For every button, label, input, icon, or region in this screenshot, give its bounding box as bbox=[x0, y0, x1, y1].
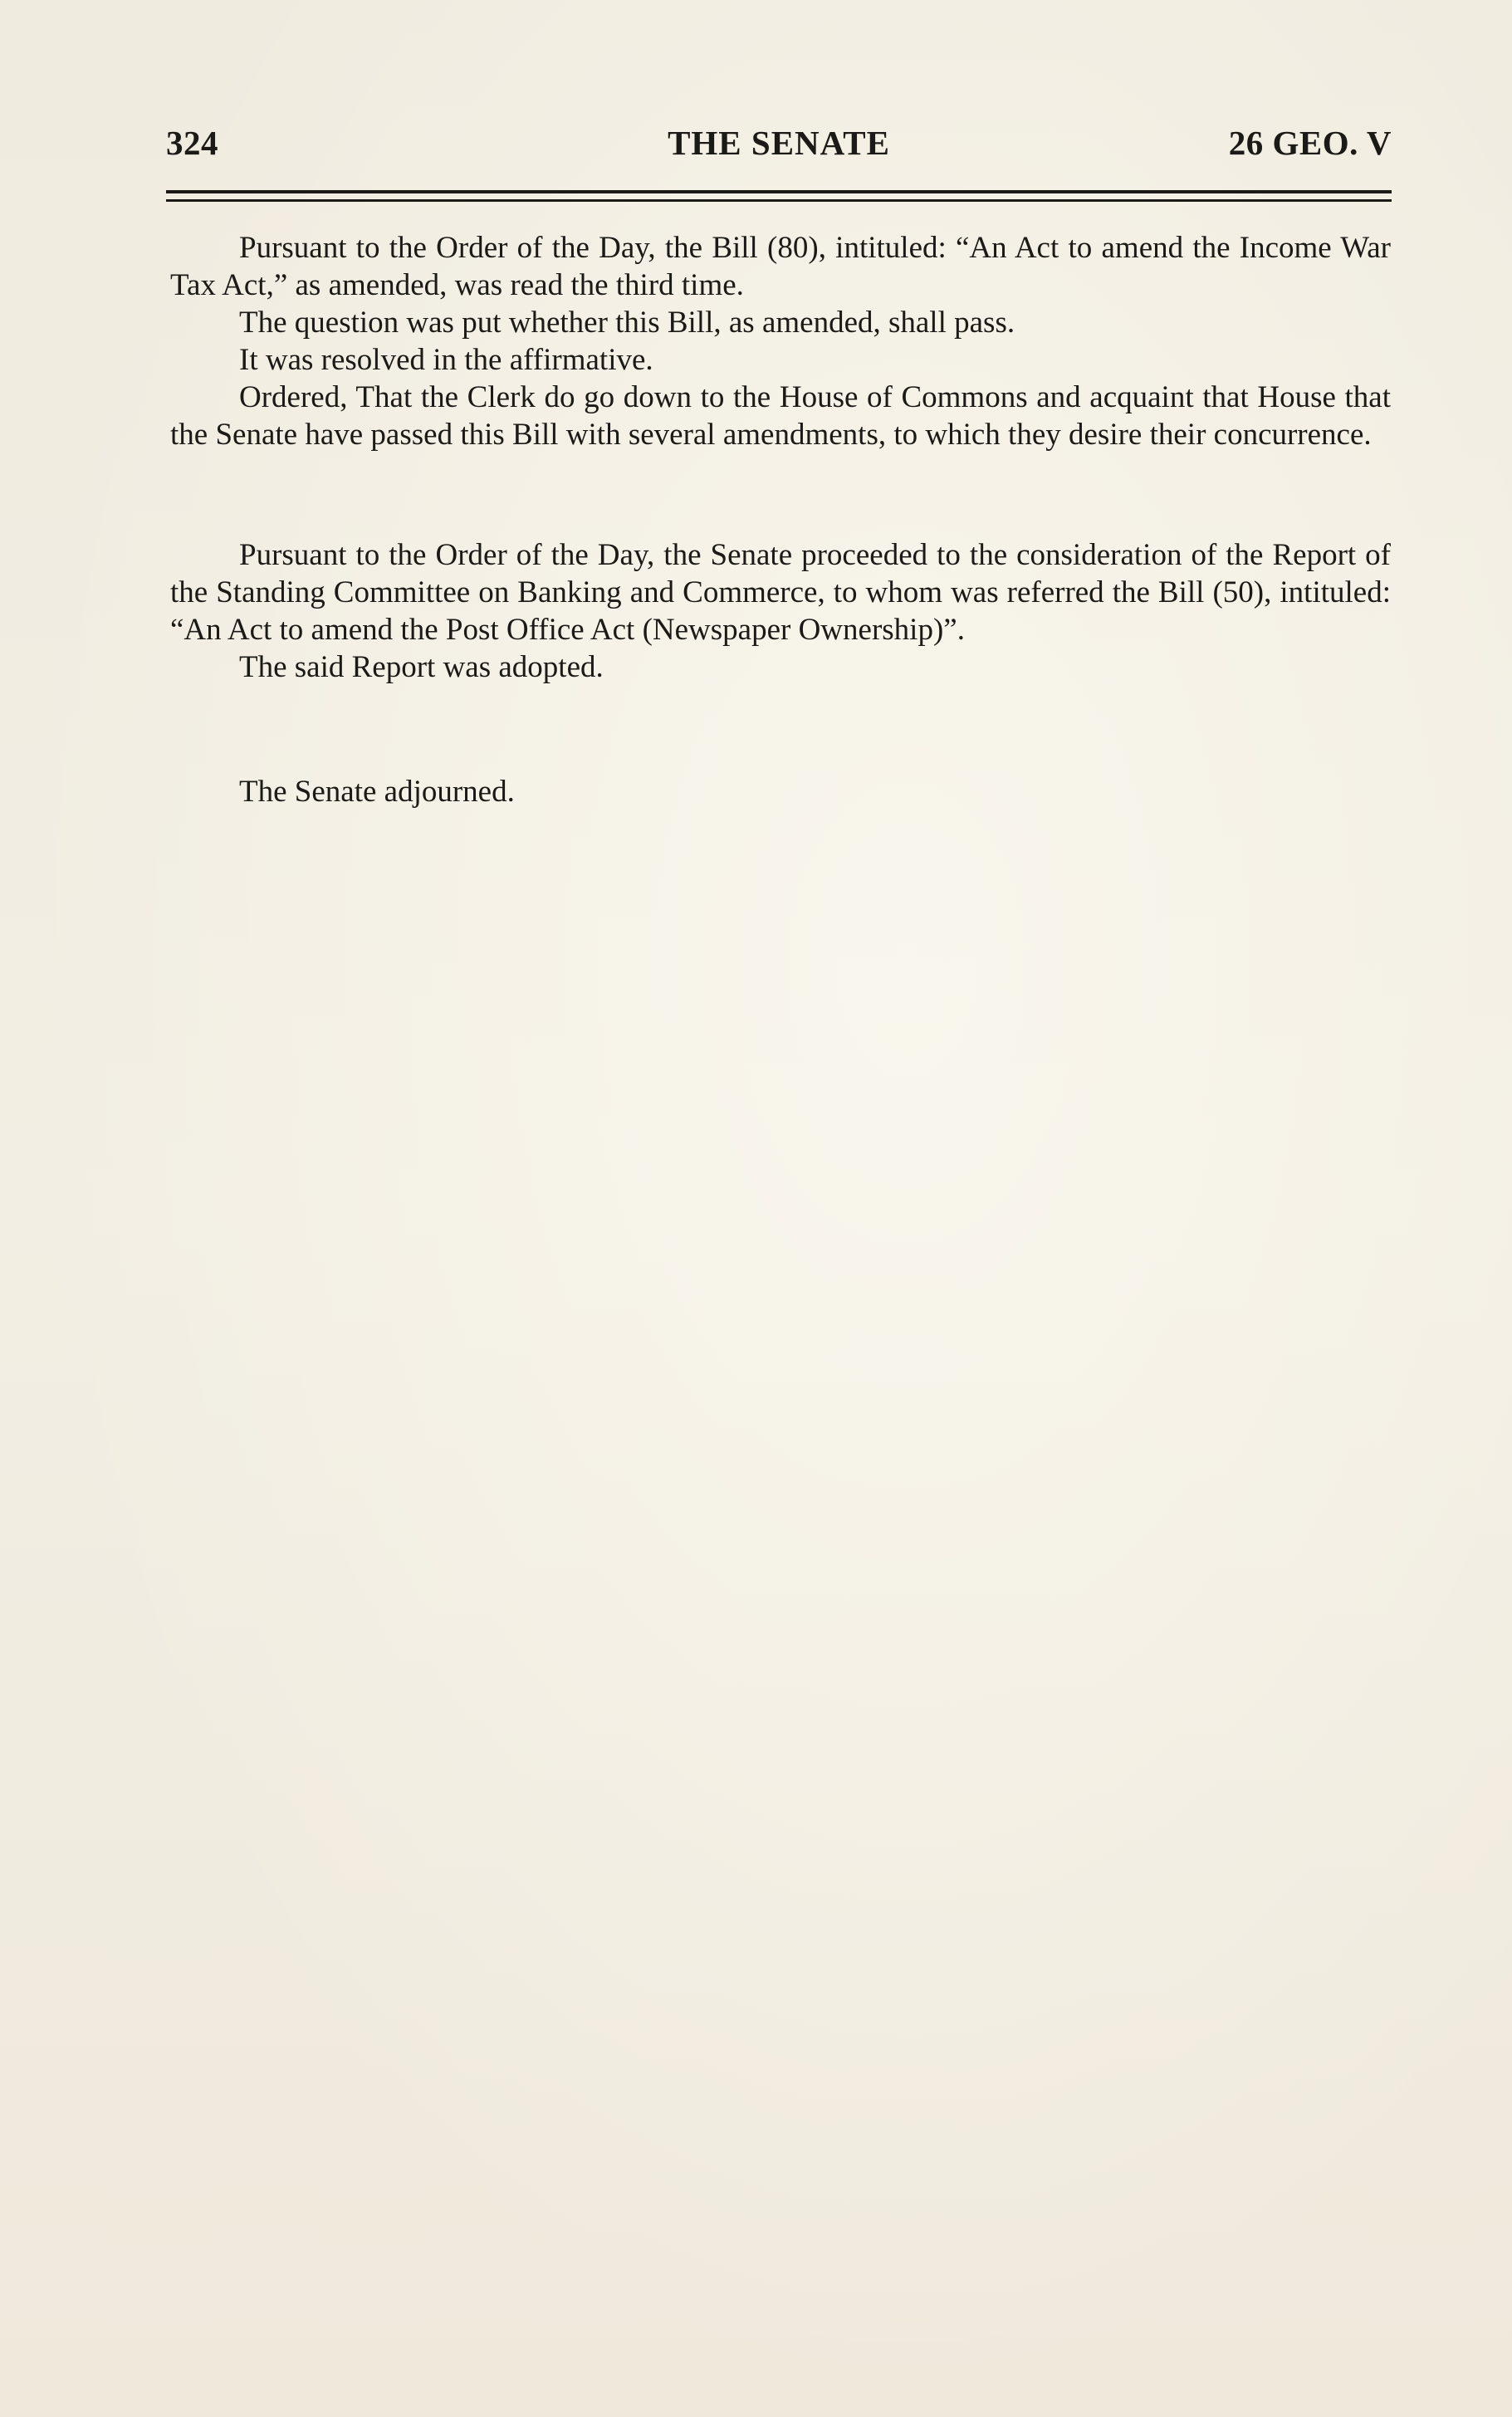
paragraph-third-reading: Pursuant to the Order of the Day, the Bill (80), intituled: “An Act to amend the Income War Tax Act,” as amended, was read the third time. bbox=[170, 231, 1391, 302]
paragraph-report-adopted: The said Report was adopted. bbox=[239, 650, 604, 684]
paragraph-committee-report: Pursuant to the Order of the Day, the Senate proceeded to the consideration of the Report of the Standing Committee on Banking and Commerce, to whom was referred the Bill (50), intituled: “An Act to amend the Post Office Act (Newspaper Ownership)”. bbox=[170, 538, 1391, 647]
paragraph-resolution: It was resolved in the affirmative. bbox=[239, 343, 653, 377]
section-post-office-bill-report bbox=[170, 536, 1391, 686]
paragraph-order-clerk: Ordered, That the Clerk do go down to the House of Commons and acquaint that House that the Senate have passed this Bill with several amendments, to which they desire their concurrence. bbox=[170, 380, 1391, 452]
header-rule-thick bbox=[166, 190, 1392, 193]
header-rule-thin bbox=[166, 199, 1392, 202]
paragraph-question-put: The question was put whether this Bill, as amended, shall pass. bbox=[239, 306, 1015, 340]
running-header bbox=[166, 123, 1392, 173]
section-adjournment bbox=[170, 773, 1391, 810]
section-income-war-tax-bill bbox=[170, 229, 1391, 453]
session-label: 26 GEO. V bbox=[1228, 124, 1392, 162]
running-title: THE SENATE bbox=[668, 124, 890, 162]
paragraph-adjourned: The Senate adjourned. bbox=[239, 775, 515, 809]
page-number: 324 bbox=[166, 124, 218, 162]
